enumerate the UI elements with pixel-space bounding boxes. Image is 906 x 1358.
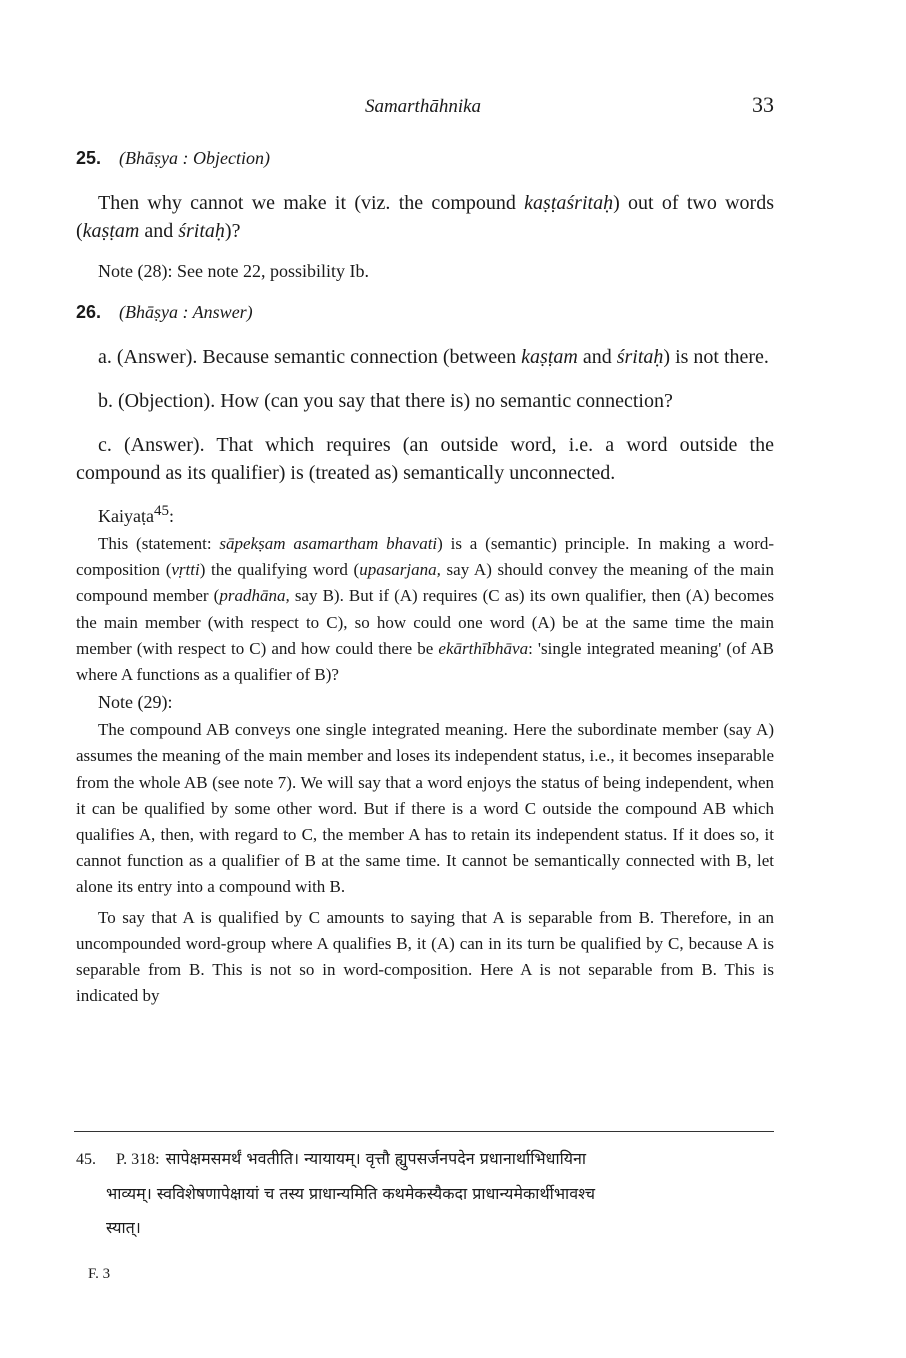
sanskrit-term: kaṣṭam [82,220,140,242]
note-28: Note (28): See note 22, possibility Ib. [98,261,369,281]
sanskrit-text: स्यात्। [106,1218,141,1237]
label-text: Kaiyaṭa [98,506,154,526]
text-run: ) the qualifying word ( [199,560,360,580]
sanskrit-term: śritaḥ [616,346,664,368]
text-run: say B). But if (A) requires (C as) its own qualifier, then (A) becomes the main member (with respect to C), so how could one word (A) be at the same time the main member (with respect to C) and how could there be [76,586,774,658]
sanskrit-term: ekārthībhāva [438,638,529,658]
text-run: This (statement: [98,534,220,553]
footnote-45 [76,1142,776,1245]
page-number: 33 [752,92,774,117]
section-26-heading [76,302,774,323]
sanskrit-text: भाव्यम्। स्वविशेषणापेक्षायां च तस्य प्राधान्यमिति कथमेकस्यैकदा प्राधान्यमेकार्थीभावश्च [106,1184,596,1203]
footnote-line [76,1142,776,1177]
text-run: )? [224,220,241,242]
section-25-heading [76,148,774,169]
sanskrit-text: सापेक्षमसमर्थं भवतीति। न्यायायम्। वृत्तौ ह्युपसर्जनपदेन प्रधानार्थाभिधायिना [165,1149,587,1168]
note-29-paragraph-2: To say that A is qualified by C amounts to saying that A is separable from B. Therefore, in an uncompounded word-group where A qualifies B, it (A) can in its turn be qualified by C, because A is separable from B. This is not so in word-composition. Here A is not separable from B. This is indicated by [76,907,774,1006]
kaiyata-label [98,503,774,527]
note-29-paragraph-1: The compound AB conveys one single integrated meaning. Here the subordinate member (say A) assumes the meaning of the main member and loses its independent status, i.e., it becomes inseparable from the whole AB (see note 7). We will say that a word enjoys the status of being independent, when it can be qualified by some other word. But if there is a word C outside the compound AB which qualifies A, then, with regard to C, the member A has to retain its independent status. If it does so, it cannot function as a qualifier of B at the same time. It cannot be semantically connected with B, let alone its entry into a compound with B. [76,720,774,897]
text-run: ) is a (semantic) principle. In making a word-composition ( [76,534,774,580]
label-colon: : [168,506,174,526]
text-run: : 'single integrated meaning' (of AB where A functions as a qualifier of B)? [76,638,774,685]
sanskrit-term: śritaḥ [178,220,225,242]
text-run: Then why cannot we make it (viz. the compound [98,192,525,214]
section-number: 26. [76,302,102,322]
text-run: ) out of two words ( [76,192,775,242]
signature-mark: F. 3 [88,1266,111,1282]
sanskrit-term: kaṣṭam [521,346,578,368]
main-text [76,148,774,1009]
objection-b: b. (Objection). How (can you say that there is) no semantic connection? [98,390,673,412]
text-run: a. (Answer). Because semantic connection (between [98,346,522,368]
footnote-reference: P. 318: [116,1151,160,1168]
footnote-marker: 45 [153,503,169,519]
sanskrit-term: vṛtti [171,560,200,580]
text-run: and [577,346,617,368]
text-run: ) is not there. [663,346,769,368]
section-label: (Bhāṣya : Objection) [119,148,270,168]
section-25-question [76,189,774,245]
kaiyata-commentary [76,531,774,688]
text-run: say A) should convey the meaning of the main compound member ( [76,560,774,606]
text-run: and [139,220,179,242]
section-label: (Bhāṣya : Answer) [119,302,253,322]
footnote-number: 45. [76,1151,96,1168]
sanskrit-term: kaṣṭaśritaḥ [524,192,614,214]
footnote-rule [74,1131,774,1132]
sanskrit-term: pradhāna, [219,586,290,606]
answer-a [76,343,774,371]
running-title: Samarthāhnika [364,96,482,117]
sanskrit-term: upasarjana, [359,560,441,580]
note-29-label: Note (29): [98,692,173,713]
answer-c: c. (Answer). That which requires (an outside word, i.e. a word outside the compound as its qualifier) is (treated as) semantically unconnected. [76,434,774,484]
sanskrit-term: sāpekṣam asamartham bhavati [219,534,438,553]
section-number: 25. [76,148,102,168]
